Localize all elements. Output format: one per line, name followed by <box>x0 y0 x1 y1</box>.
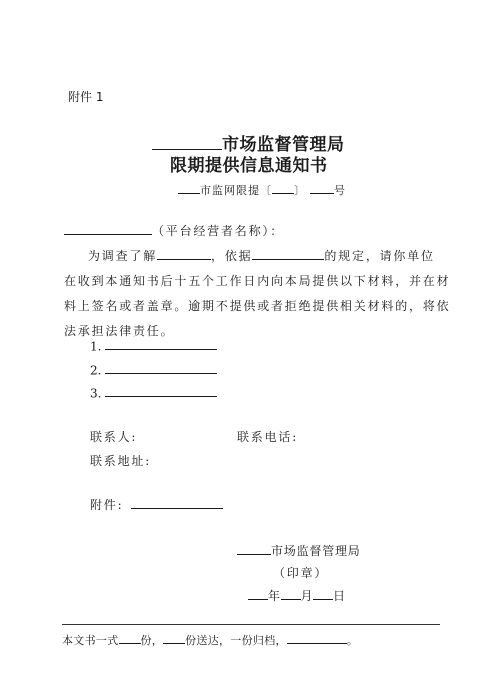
investigation-blank[interactable] <box>157 248 211 260</box>
item-number: 3. <box>90 386 102 401</box>
day-label: 日 <box>333 589 346 603</box>
year-label: 年 <box>268 589 281 603</box>
body-text-1a: 为调查了解 <box>88 249 158 263</box>
footer-text-2: 份， <box>140 634 164 647</box>
month-blank[interactable] <box>281 588 301 600</box>
attachments-line <box>90 496 223 513</box>
contact-person-label: 联系人: <box>90 430 138 444</box>
footer-text-3: 份送达，一份归档， <box>185 634 287 647</box>
item-blank[interactable] <box>105 338 217 350</box>
body-line-3: 料上签名或者盖章。逾期不提供或者拒绝提供相关材料的，将依 <box>64 299 451 313</box>
year-blank[interactable] <box>248 588 268 600</box>
legal-basis-blank[interactable] <box>252 248 324 260</box>
title-bureau-suffix: 市场监督管理局 <box>222 135 345 155</box>
docno-prefix-blank[interactable] <box>178 183 200 194</box>
body-line-2: 在收到本通知书后十五个工作日内向本局提供以下材料，并在材 <box>64 274 451 288</box>
item-number: 2. <box>90 363 102 378</box>
month-label: 月 <box>300 589 314 603</box>
item-number: 1. <box>90 339 102 354</box>
docno-part-3: 号 <box>334 184 346 197</box>
item-blank[interactable] <box>105 385 217 397</box>
body-text-1c: 的规定，请你单位 <box>324 249 435 263</box>
seal-label: （印章） <box>273 566 329 580</box>
day-blank[interactable] <box>313 588 333 600</box>
title-line-2: 限期提供信息通知书 <box>170 156 328 176</box>
addressee-label: （平台经营者名称）： <box>152 224 285 238</box>
attachment-label: 附件 1 <box>68 90 104 104</box>
signature-bureau-blank[interactable] <box>237 543 271 555</box>
attachments-label: 附件: <box>90 498 124 512</box>
contact-phone-label: 联系电话: <box>237 430 299 444</box>
docno-year-blank[interactable] <box>272 183 294 194</box>
body-line-4: 法承担法律责任。 <box>64 324 175 338</box>
footer-note <box>62 632 358 648</box>
copies-total-blank[interactable] <box>119 633 141 644</box>
material-item-3 <box>90 385 217 400</box>
copies-served-blank[interactable] <box>163 633 185 644</box>
docno-number-blank[interactable] <box>310 183 334 194</box>
signature-bureau-suffix: 市场监督管理局 <box>271 544 361 558</box>
footer-divider <box>62 624 440 625</box>
document-number <box>178 182 346 198</box>
item-blank[interactable] <box>105 362 217 374</box>
attachments-blank[interactable] <box>131 497 223 509</box>
addressee-line <box>64 222 284 239</box>
footer-text-4: 。 <box>346 634 359 647</box>
body-text-1b: ，依据 <box>211 249 253 263</box>
signature-date <box>248 587 346 604</box>
bureau-name-blank[interactable] <box>152 133 222 150</box>
signature-bureau <box>237 542 361 559</box>
platform-operator-blank[interactable] <box>64 223 152 235</box>
material-item-1 <box>90 338 217 353</box>
footer-extra-blank[interactable] <box>287 633 347 644</box>
footer-text-1: 本文书一式 <box>62 634 119 647</box>
contact-address-label: 联系地址: <box>90 454 152 468</box>
body-line-1 <box>88 247 435 264</box>
docno-part-2: 〕 <box>294 184 306 197</box>
material-item-2 <box>90 362 217 377</box>
docno-part-1: 市监网限提〔 <box>200 184 272 197</box>
